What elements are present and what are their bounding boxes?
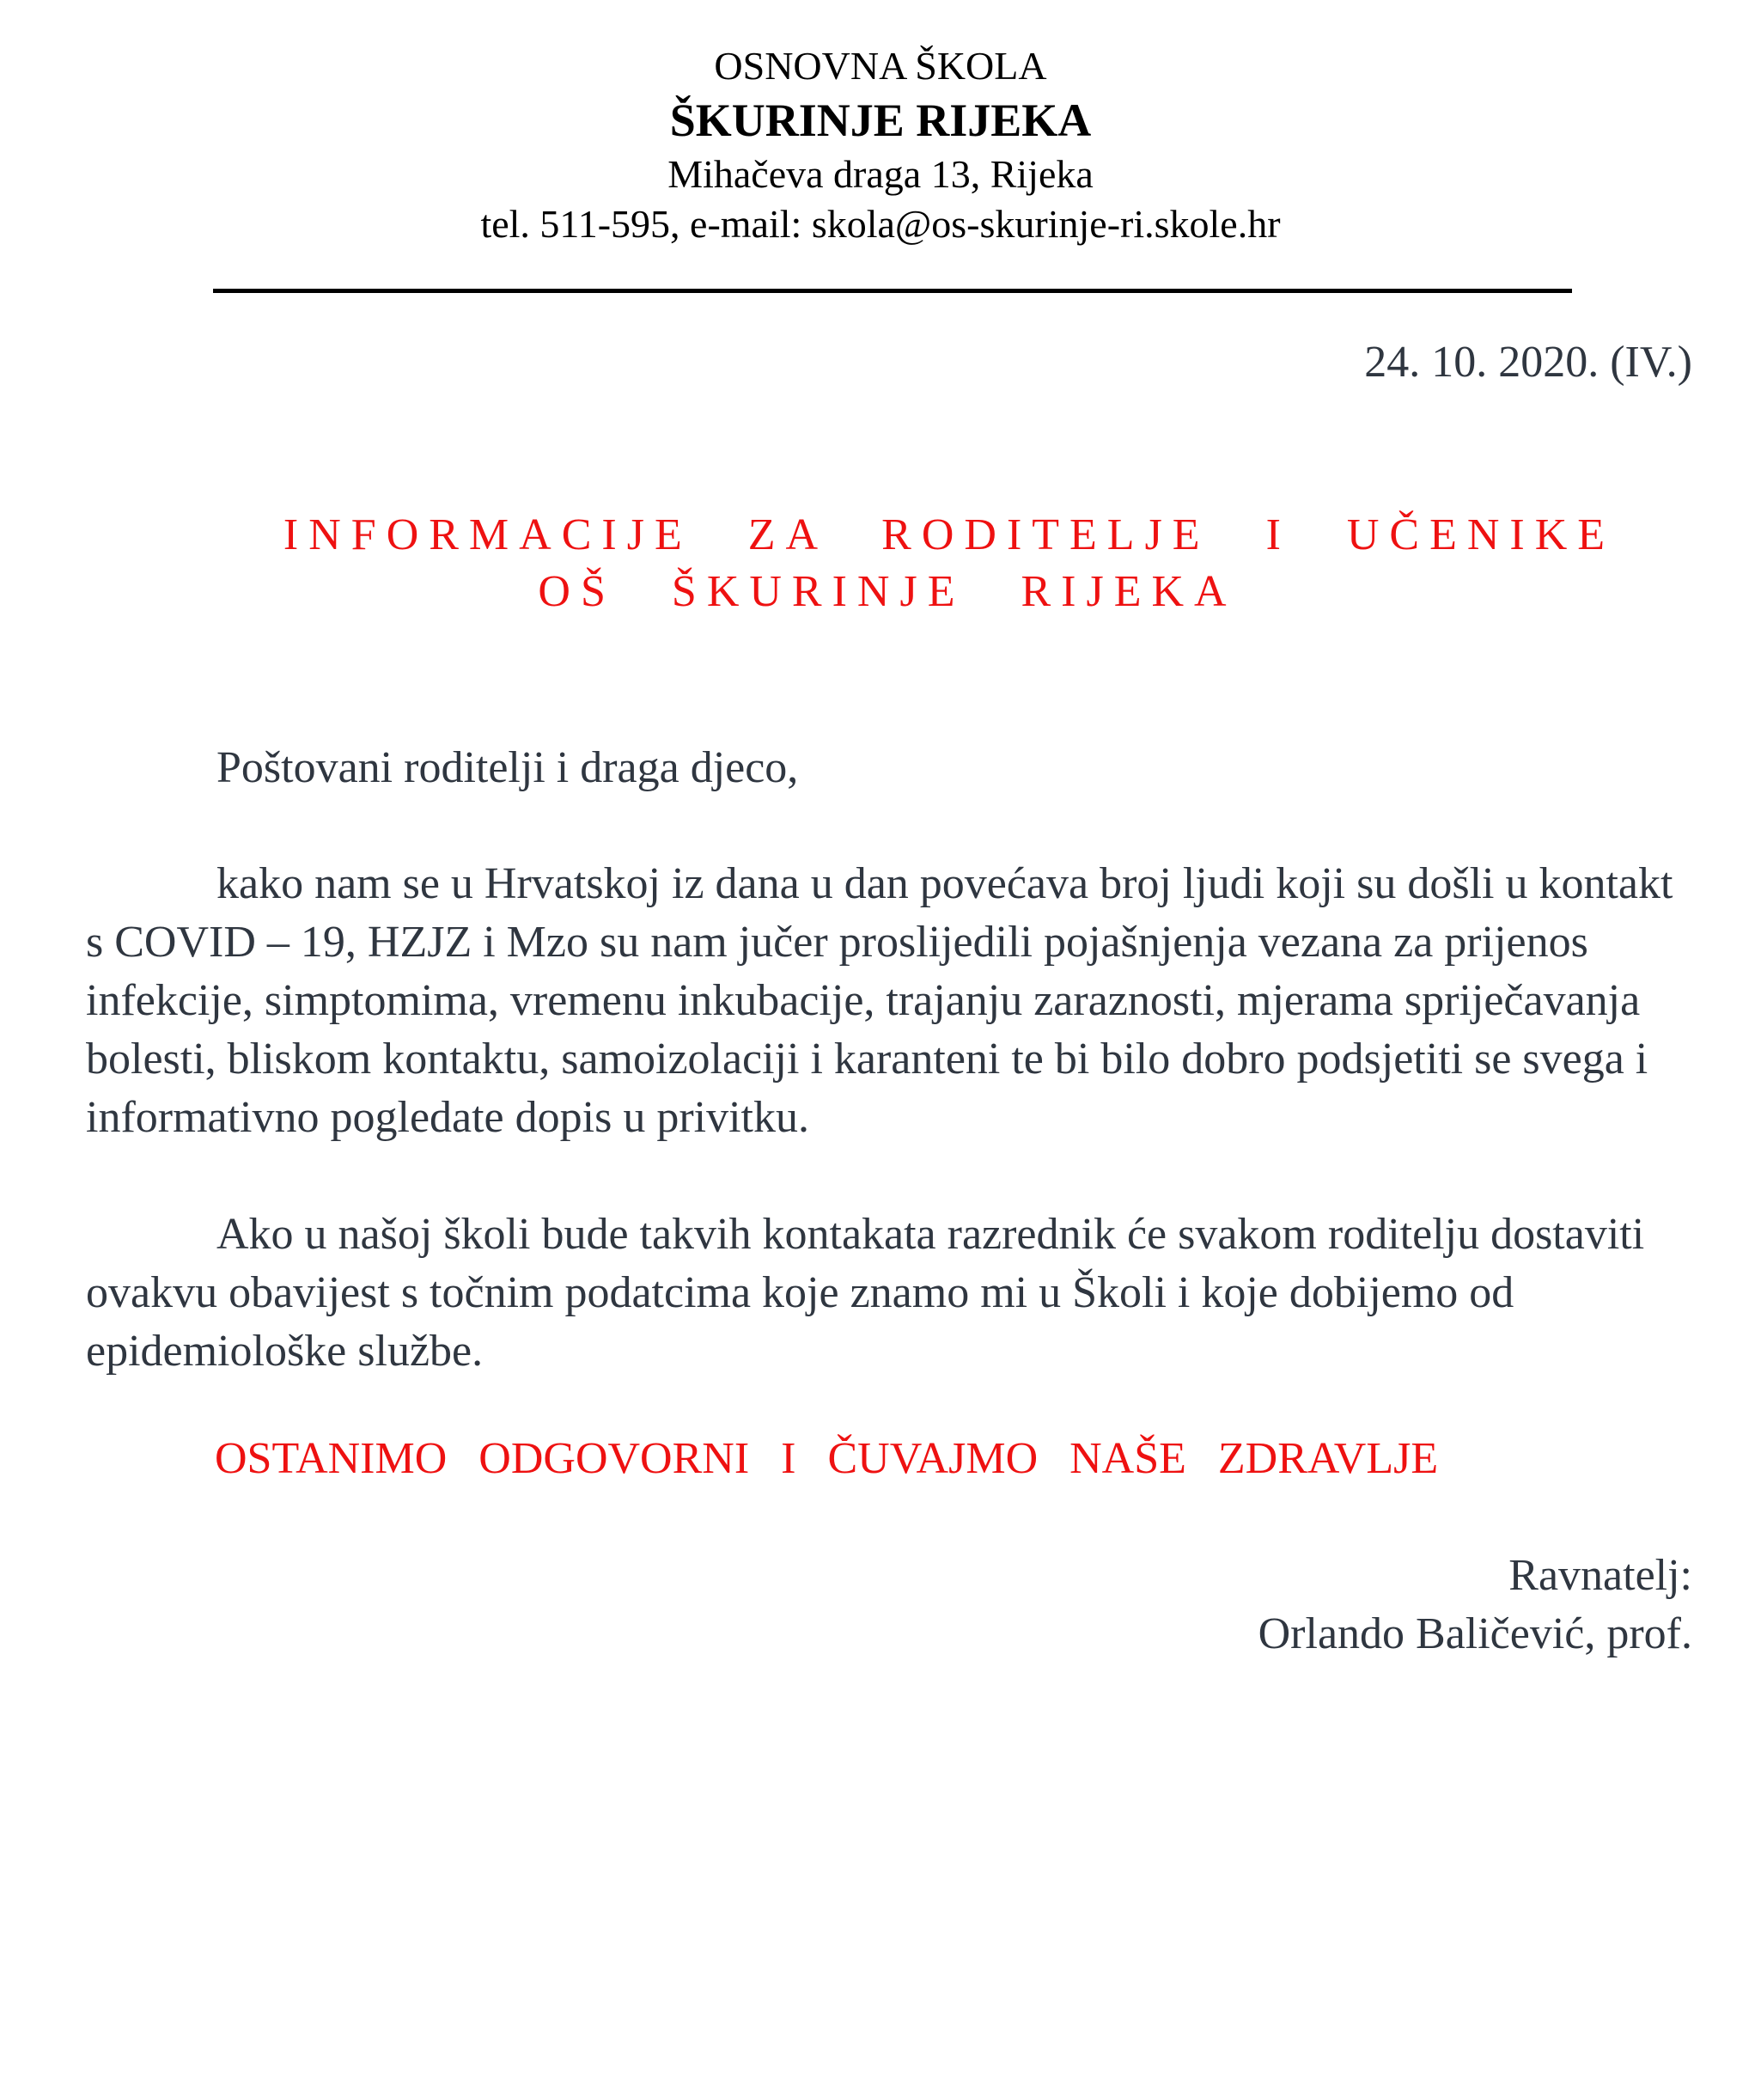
school-address: Mihačeva draga 13, Rijeka	[667, 152, 1094, 196]
slogan: OSTANIMO ODGOVORNI I ČUVAJMO NAŠE ZDRAVLJE	[215, 1434, 1439, 1483]
signature-name: Orlando Baličević, prof.	[1258, 1609, 1692, 1658]
letterhead-divider	[213, 289, 1572, 293]
signature-role: Ravnatelj:	[1508, 1551, 1692, 1600]
document-title-line2: OŠ ŠKURINJE RIJEKA	[538, 567, 1237, 616]
letterhead	[0, 41, 1761, 249]
greeting: Poštovani roditelji i draga djeco,	[216, 743, 799, 792]
school-type: OSNOVNA ŠKOLA	[714, 44, 1047, 88]
document-title-line1: INFORMACIJE ZA RODITELJE I UČENIKE	[283, 510, 1616, 559]
body-paragraph-2: Ako u našoj školi bude takvih kontakata razrednik će svakom roditelju dostaviti ovakvu obavijest s točnim podatcima koje znamo mi u Školi i koje dobijemo od epidemiološke službe.	[86, 1210, 1645, 1376]
signature-block	[1258, 1547, 1692, 1664]
document-date: 24. 10. 2020. (IV.)	[1364, 338, 1692, 387]
school-name: ŠKURINJE RIJEKA	[669, 95, 1092, 146]
body-paragraph-1: kako nam se u Hrvatskoj iz dana u dan povećava broj ljudi koji su došli u kontakt s COVID – 19, HZJZ i Mzo su nam jučer proslijedili pojašnjenja vezana za prijenos infekcije, simptomima, vremenu inkubacije, trajanju zaraznosti, mjerama spriječavanja bolesti, bliskom kontaktu, samoizolaciji i karanteni te bi bilo dobro podsjetiti se svega i informativno pogledate dopis u privitku.	[86, 859, 1673, 1142]
school-contact: tel. 511-595, e-mail: skola@os-skurinje-ri.skole.hr	[480, 202, 1281, 246]
